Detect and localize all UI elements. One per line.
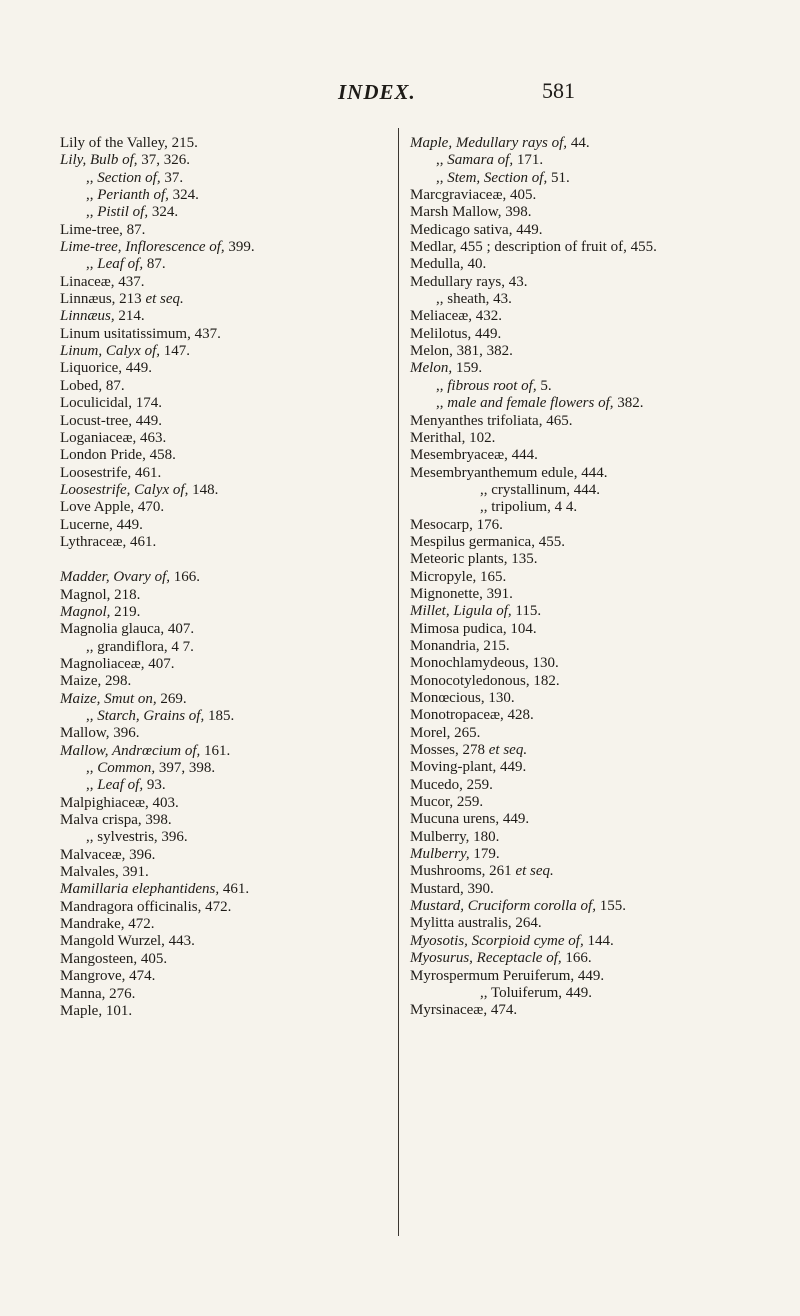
index-entry: Lime-tree, Inflorescence of, 399. <box>60 239 255 256</box>
index-entry: Lily, Bulb of, 37, 326. <box>60 152 191 169</box>
index-entry: Magnol, 219. <box>60 603 141 620</box>
index-entry: Mandrake, 472. <box>60 916 155 933</box>
index-entry: Micropyle, 165. <box>410 568 507 585</box>
index-entry: Mucuna urens, 449. <box>410 811 530 828</box>
index-entry: ,, fibrous root of, 5. <box>436 377 552 394</box>
index-entry: ,, Common, 397, 398. <box>86 760 216 777</box>
running-title: INDEX. <box>338 80 416 104</box>
section-gap <box>60 551 390 569</box>
index-entry: Mespilus germanica, 455. <box>410 533 565 550</box>
index-entry: Monandria, 215. <box>410 637 510 654</box>
index-entry: Millet, Ligula of, 115. <box>410 603 542 620</box>
index-entry: Myosotis, Scorpioid cyme of, 144. <box>410 932 614 949</box>
index-column-right <box>398 135 750 1020</box>
index-entry: Melon, 159. <box>410 360 483 377</box>
index-entry: Malva crispa, 398. <box>60 812 172 829</box>
index-entry: Mangold Wurzel, 443. <box>60 933 195 950</box>
index-entry: Mustard, Cruciform corolla of, 155. <box>410 898 626 915</box>
index-entry: Morel, 265. <box>410 724 481 741</box>
index-entry: Moving-plant, 449. <box>410 759 527 776</box>
index-entry: Medullary rays, 43. <box>410 273 528 290</box>
page-header <box>0 78 800 118</box>
index-entry: Linnæus, 213 et seq. <box>60 291 184 308</box>
index-entry: Lime-tree, 87. <box>60 221 146 238</box>
index-entry: Menyanthes trifoliata, 465. <box>410 412 573 429</box>
index-entry: ,, male and female flowers of, 382. <box>436 395 644 412</box>
index-entry: ,, Toluiferum, 449. <box>480 984 592 1001</box>
index-entry: ,, tripolium, 4 4. <box>480 499 578 516</box>
index-entry: Mylitta australis, 264. <box>410 915 542 932</box>
index-entry: Monotropaceæ, 428. <box>410 707 534 724</box>
index-entry: Magnoliaceæ, 407. <box>60 655 175 672</box>
page-number: 581 <box>542 78 575 103</box>
index-entry: ,, crystallinum, 444. <box>480 481 600 498</box>
index-entry: Lobed, 87. <box>60 377 125 394</box>
index-entry: Mosses, 278 et seq. <box>410 742 528 759</box>
index-entry: Malpighiaceæ, 403. <box>60 794 179 811</box>
index-entry: Mustard, 390. <box>410 880 494 897</box>
index-entry: ,, Samara of, 171. <box>436 152 544 169</box>
index-entry: Mignonette, 391. <box>410 585 513 602</box>
index-entry: Linum, Calyx of, 147. <box>60 343 190 360</box>
index-entry: Mushrooms, 261 et seq. <box>410 863 554 880</box>
index-entry: Mesocarp, 176. <box>410 516 503 533</box>
index-entry: Maize, 298. <box>60 673 132 690</box>
index-entry: Marcgraviaceæ, 405. <box>410 187 537 204</box>
index-entry: Mallow, Andrœcium of, 161. <box>60 742 231 759</box>
index-entry: Maple, 101. <box>60 1002 133 1019</box>
index-entry: Maize, Smut on, 269. <box>60 690 187 707</box>
index-entry: Marsh Mallow, 398. <box>410 204 532 221</box>
index-entry: Meliaceæ, 432. <box>410 308 503 325</box>
index-entry: Linnæus, 214. <box>60 308 145 325</box>
index-entry: Monocotyledonous, 182. <box>410 672 560 689</box>
index-entry: Loganiaceæ, 463. <box>60 429 167 446</box>
index-entry: Mulberry, 179. <box>410 846 500 863</box>
index-entry: Myrospermum Peruiferum, 449. <box>410 967 605 984</box>
index-entry: Mesembryaceæ, 444. <box>410 447 538 464</box>
index-entry: Liquorice, 449. <box>60 360 153 377</box>
index-entry: Love Apple, 470. <box>60 499 165 516</box>
index-entry: ,, Pistil of, 324. <box>86 204 179 221</box>
index-entry: ,, Perianth of, 324. <box>86 187 199 204</box>
index-entry: Loosestrife, 461. <box>60 464 162 481</box>
index-entry: Merithal, 102. <box>410 429 496 446</box>
index-entry: Lily of the Valley, 215. <box>60 135 198 151</box>
index-entry: Monœcious, 130. <box>410 690 515 706</box>
index-entry: Melon, 381, 382. <box>410 343 513 360</box>
index-entry: Medicago sativa, 449. <box>410 221 543 238</box>
index-entry: Maple, Medullary rays of, 44. <box>410 135 590 151</box>
index-entry: ,, Starch, Grains of, 185. <box>86 708 235 724</box>
index-entry: ,, Leaf of, 93. <box>86 777 166 794</box>
index-entry: ,, Stem, Section of, 51. <box>436 169 570 186</box>
index-entry: Loculicidal, 174. <box>60 395 163 412</box>
index-entry: ,, grandiflora, 4 7. <box>86 638 194 655</box>
index-entry: Lucerne, 449. <box>60 516 143 533</box>
index-entry: Loosestrife, Calyx of, 148. <box>60 481 219 498</box>
index-entry: ,, sylvestris, 396. <box>86 829 188 846</box>
index-entry: Medlar, 455 ; description of fruit of, 455. <box>410 239 657 256</box>
index-entry: Mesembryanthemum edule, 444. <box>410 464 608 481</box>
index-entry: Monochlamydeous, 130. <box>410 655 559 672</box>
index-entry: ,, sheath, 43. <box>436 291 512 308</box>
index-column-left <box>60 135 390 1020</box>
index-entry: Mucedo, 259. <box>410 776 493 793</box>
index-entry: Myosurus, Receptacle of, 166. <box>410 950 592 967</box>
index-entry: ,, Section of, 37. <box>86 169 184 186</box>
index-entry: Locust-tree, 449. <box>60 412 163 429</box>
index-entry: Myrsinaceæ, 474. <box>410 1002 518 1019</box>
index-entry: Medulla, 40. <box>410 256 487 273</box>
index-entry: Malvales, 391. <box>60 864 149 881</box>
index-entry: Magnolia glauca, 407. <box>60 621 195 638</box>
index-entry: Linum usitatissimum, 437. <box>60 325 221 342</box>
index-entry: Madder, Ovary of, 166. <box>60 569 200 586</box>
index-entry: Mimosa pudica, 104. <box>410 620 537 637</box>
index-entry: Linaceæ, 437. <box>60 273 145 290</box>
index-entry: Meteoric plants, 135. <box>410 551 538 568</box>
index-entry: ,, Leaf of, 87. <box>86 256 166 273</box>
index-entry: Mucor, 259. <box>410 794 484 811</box>
index-entry: Mulberry, 180. <box>410 828 500 845</box>
index-entry: Lythraceæ, 461. <box>60 533 157 550</box>
index-entry: Malvaceæ, 396. <box>60 846 156 863</box>
index-entry: London Pride, 458. <box>60 447 176 464</box>
index-entry: Melilotus, 449. <box>410 325 502 342</box>
index-entry: Mamillaria elephantidens, 461. <box>60 881 250 898</box>
index-entry: Mangrove, 474. <box>60 968 156 985</box>
index-entry: Mallow, 396. <box>60 725 140 742</box>
index-entry: Mandragora officinalis, 472. <box>60 898 232 915</box>
index-entry: Magnol, 218. <box>60 586 141 603</box>
index-entry: Mangosteen, 405. <box>60 950 168 967</box>
index-entry: Manna, 276. <box>60 985 136 1002</box>
